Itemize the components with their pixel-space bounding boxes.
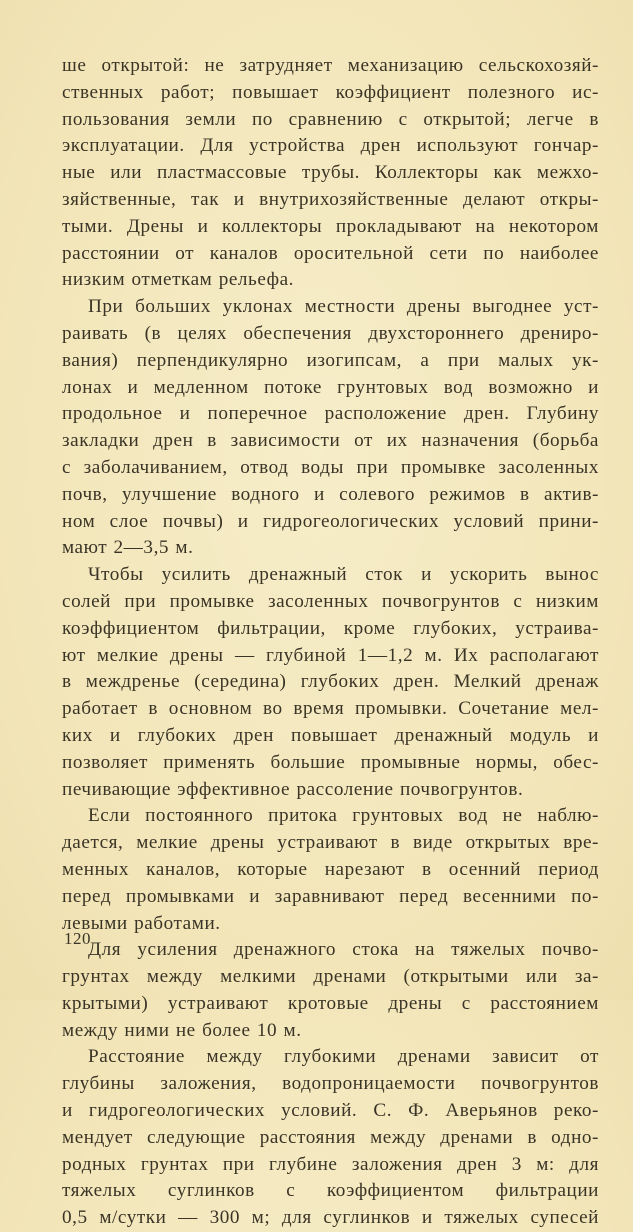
text-line: Если постоянного притока грунтовых вод не наблю-: [88, 805, 599, 827]
text-line: тыми. Дрены и коллекторы прокладывают на некотором: [62, 215, 599, 237]
page-number: 120: [64, 929, 91, 948]
text-line: продольное и поперечное расположение дрен. Глубину: [62, 403, 599, 425]
text-line: ственных работ; повышает коэффициент полезного ис-: [62, 81, 599, 103]
text-line: Для усиления дренажного стока на тяжелых почво-: [88, 939, 599, 961]
text-line: работает в основном во время промывки. Сочетание мел-: [62, 698, 599, 720]
paragraph-3: [62, 562, 599, 803]
text-line: Чтобы усилить дренажный сток и ускорить вынос: [88, 564, 599, 586]
text-line: коэффициентом фильтрации, кроме глубоких, устраива-: [62, 617, 599, 639]
text-line: 0,5 м/сутки — 300 м; для суглинков и тяжелых супесей: [62, 1207, 599, 1229]
text-line: зяйственные, так и внутрихозяйственные делают откры-: [62, 188, 599, 210]
text-line: в междренье (середина) глубоких дрен. Мелкий дренаж: [62, 671, 599, 693]
paragraph-6: [62, 1044, 599, 1232]
text-line: менных каналов, которые нарезают в осенний период: [62, 858, 599, 880]
text-line: родных грунтах при глубине заложения дрен 3 м: для: [62, 1153, 599, 1175]
text-line: мают 2—3,5 м.: [62, 537, 194, 559]
text-line: с заболачиванием, отвод воды при промывке засоленных: [62, 456, 599, 478]
paragraph-5: [62, 937, 599, 1044]
text-line: пользования земли по сравнению с открытой; легче в: [62, 108, 599, 130]
text-line: позволяет применять большие промывные нормы, обес-: [62, 751, 599, 773]
text-line: между ними не более 10 м.: [62, 1019, 302, 1041]
text-line: ких и глубоких дрен повышает дренажный модуль и: [62, 724, 599, 746]
paragraph-1: [62, 53, 599, 294]
text-line: низким отметкам рельефа.: [62, 269, 295, 291]
text-line: расстоянии от каналов оросительной сети по наиболее: [62, 242, 599, 264]
page-body: [62, 53, 599, 1232]
text-line: левыми работами.: [62, 912, 221, 934]
text-line: дается, мелкие дрены устраивают в виде открытых вре-: [62, 832, 599, 854]
text-line: эксплуатации. Для устройства дрен используют гончар-: [62, 135, 599, 157]
paragraph-2: [62, 294, 599, 562]
text-line: печивающие эффективное рассоление почвогрунтов.: [62, 778, 524, 800]
text-line: При больших уклонах местности дрены выгоднее уст-: [88, 296, 599, 318]
text-line: Расстояние между глубокими дренами зависит от: [88, 1046, 599, 1068]
text-line: ют мелкие дрены — глубиной 1—1,2 м. Их располагают: [62, 644, 599, 666]
text-line: ном слое почвы) и гидрогеологических условий прини-: [62, 510, 599, 532]
text-line: тяжелых суглинков с коэффициентом фильтрации: [62, 1180, 599, 1202]
text-line: почв, улучшение водного и солевого режимов в актив-: [62, 483, 599, 505]
text-line: перед промывками и заравнивают перед весенними по-: [62, 885, 599, 907]
text-line: лонах и медленном потоке грунтовых вод возможно и: [62, 376, 599, 398]
text-line: закладки дрен в зависимости от их назначения (борьба: [62, 430, 599, 452]
text-line: солей при промывке засоленных почвогрунтов с низким: [62, 590, 599, 612]
text-line: крытыми) устраивают кротовые дрены с расстоянием: [62, 992, 599, 1014]
text-line: мендует следующие расстояния между дренами в одно-: [62, 1126, 599, 1148]
text-line: ные или пластмассовые трубы. Коллекторы как межхо-: [62, 162, 599, 184]
text-line: ше открытой: не затрудняет механизацию сельскохозяй-: [62, 55, 599, 76]
text-line: вания) перпендикулярно изогипсам, а при малых ук-: [62, 349, 599, 371]
text-line: и гидрогеологических условий. С. Ф. Аверьянов реко-: [62, 1100, 599, 1122]
text-line: грунтах между мелкими дренами (открытыми или за-: [62, 966, 599, 988]
text-line: раивать (в целях обеспечения двухстороннего дрениро-: [62, 322, 599, 344]
paragraph-4: [62, 803, 599, 937]
text-line: глубины заложения, водопроницаемости почвогрунтов: [62, 1073, 599, 1095]
